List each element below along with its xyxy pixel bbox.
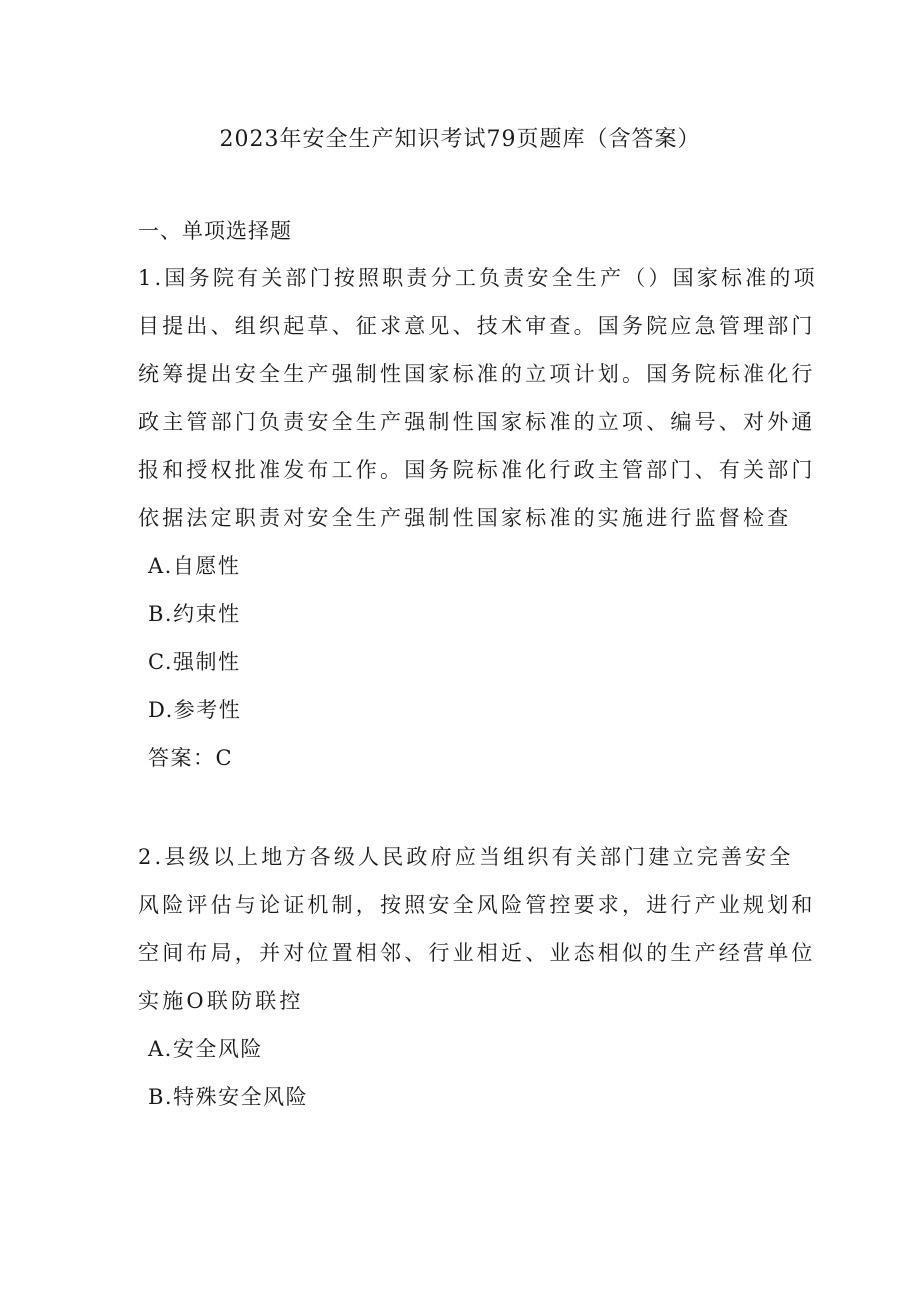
question-text-line: 实施O联防联控	[138, 989, 304, 1013]
option-b: B.特殊安全风险	[148, 1085, 309, 1109]
answer-text: 答案：C	[148, 746, 234, 770]
option-b: B.约束性	[148, 602, 241, 626]
option-a: A.自愿性	[148, 554, 241, 578]
question-2	[138, 842, 816, 1130]
question-text-line: 目提出、组织起草、征求意见、技术审查。国务院应急管理部门	[138, 314, 816, 338]
question-text-line: 统筹提出安全生产强制性国家标准的立项计划。国务院标准化行	[138, 362, 816, 386]
option-a: A.安全风险	[148, 1037, 263, 1061]
question-text-line: 风险评估与论证机制，按照安全风险管控要求，进行产业规划和	[138, 893, 816, 917]
question-text-line: 报和授权批准发布工作。国务院标准化行政主管部门、有关部门	[138, 458, 816, 482]
question-1	[138, 263, 818, 791]
question-text-line: 政主管部门负责安全生产强制性国家标准的立项、编号、对外通	[138, 410, 816, 434]
question-text-line: 空间布局，并对位置相邻、行业相近、业态相似的生产经营单位	[138, 941, 816, 965]
document-title: 2023年安全生产知识考试79页题库（含答案）	[219, 127, 701, 152]
option-c: C.强制性	[148, 650, 241, 674]
question-text-line: 依据法定职责对安全生产强制性国家标准的实施进行监督检查	[138, 506, 792, 530]
question-text-line: 1.国务院有关部门按照职责分工负责安全生产（）国家标准的项	[138, 266, 818, 290]
section-heading: 一、单项选择题	[138, 219, 292, 243]
question-text-line: 2.县级以上地方各级人民政府应当组织有关部门建立完善安全	[138, 845, 794, 869]
option-d: D.参考性	[148, 698, 242, 722]
